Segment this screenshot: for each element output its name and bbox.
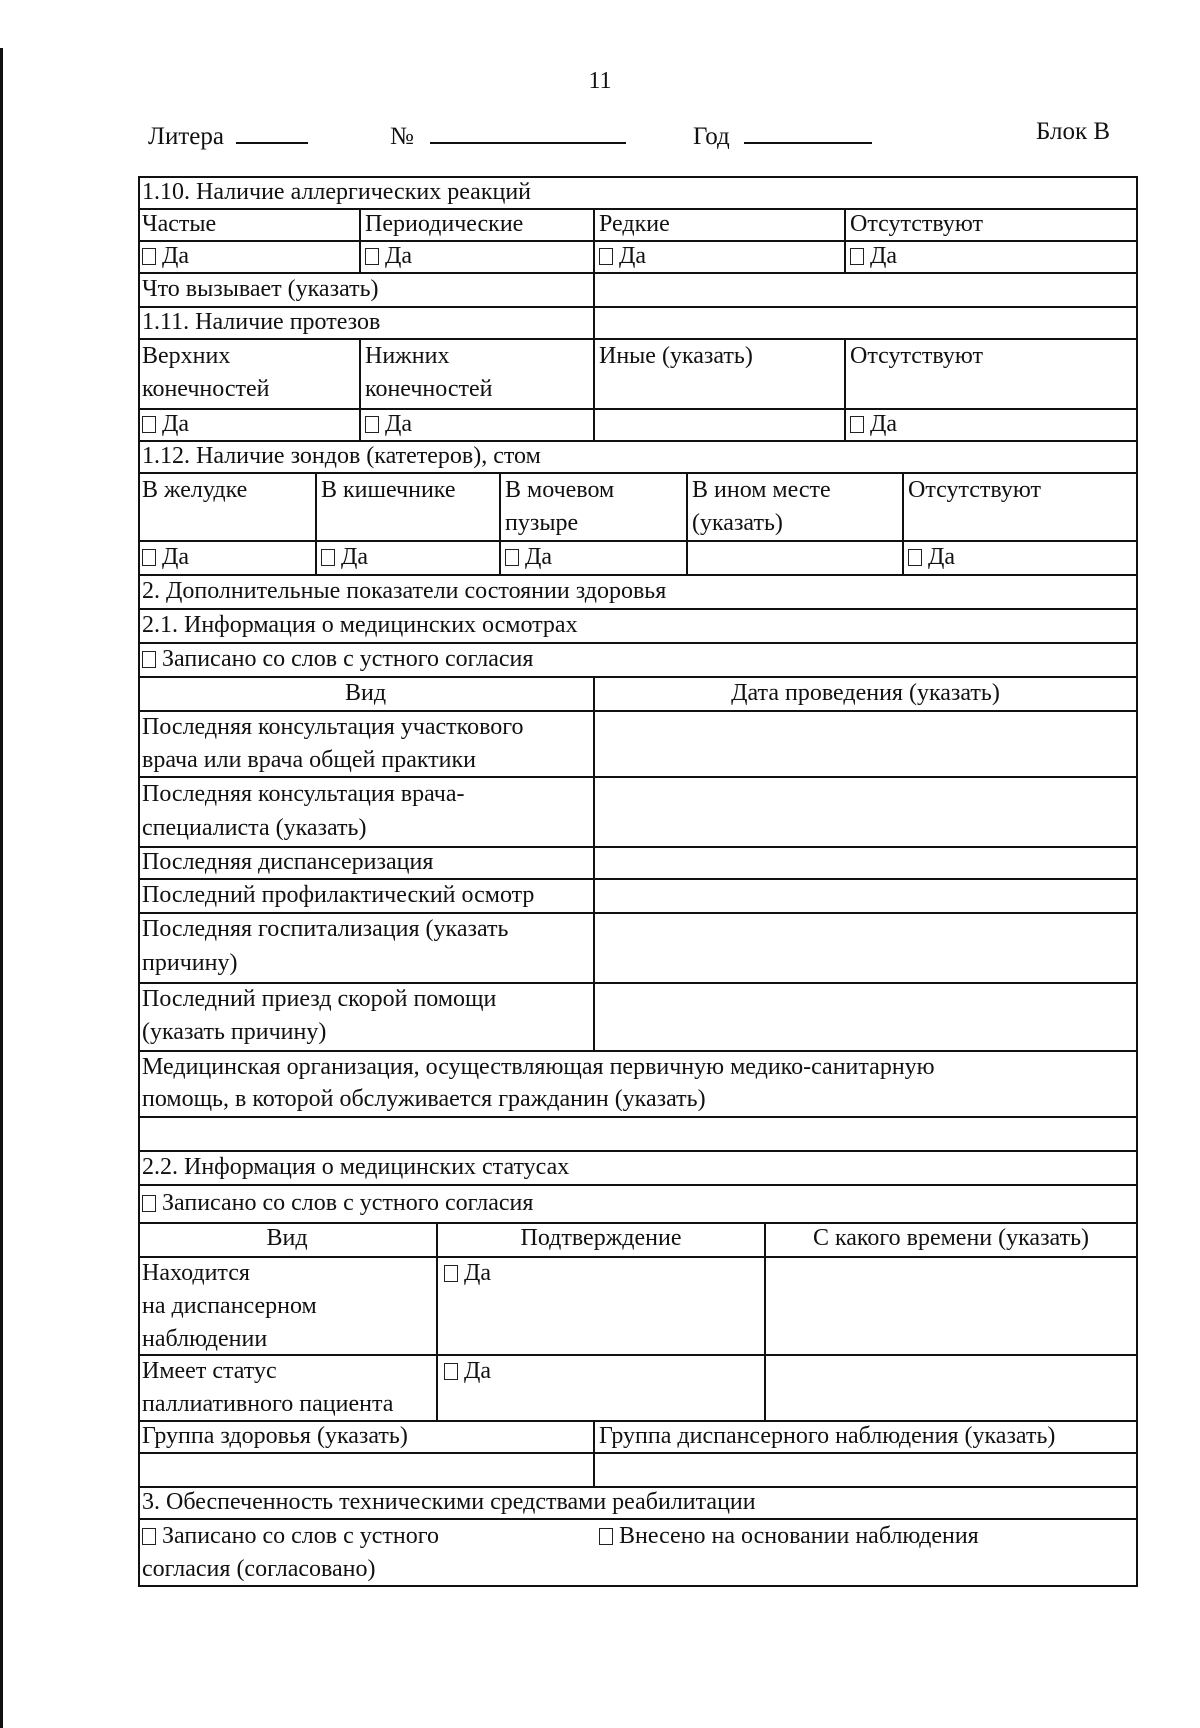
exam-row-gp-2: врача или врача общей практики — [142, 747, 477, 773]
grid-vline — [593, 338, 595, 440]
section3-observed[interactable] — [599, 1520, 979, 1553]
allergies-col-periodic: Периодические — [365, 211, 524, 237]
exam-row-gp-1: Последняя консультация участкового — [142, 714, 524, 740]
checkbox-icon[interactable] — [321, 549, 335, 566]
grid-hline — [138, 408, 1138, 410]
number-label: № — [390, 123, 414, 150]
health-group-label: Группа здоровья (указать) — [142, 1423, 408, 1449]
number-field[interactable] — [390, 118, 626, 151]
grid-vline — [593, 208, 595, 338]
status-dispensary-2: на диспансерном — [142, 1293, 317, 1319]
statuses-col-confirm: Подтверждение — [520, 1225, 682, 1251]
litera-underline — [236, 118, 308, 144]
yes-label: Да — [385, 243, 413, 269]
grid-hline — [138, 540, 1138, 542]
statuses-title: 2.2. Информация о медицинских статусах — [142, 1154, 570, 1180]
year-field[interactable] — [693, 118, 872, 151]
section3-title: 3. Обеспеченность техническими средствами реабилитации — [142, 1489, 756, 1515]
exams-col-date: Дата проведения (указать) — [731, 680, 1000, 706]
grid-vline — [593, 676, 595, 1050]
statuses-consent-label: Записано со слов с устного согласия — [162, 1190, 534, 1216]
checkbox-icon[interactable] — [908, 549, 922, 566]
grid-vline — [593, 1420, 595, 1486]
exam-row-dispensary: Последняя диспансеризация — [142, 849, 434, 875]
litera-field[interactable] — [148, 118, 308, 151]
checkbox-icon[interactable] — [142, 651, 156, 668]
status-palliative-1: Имеет статус — [142, 1358, 277, 1384]
probes-intestine-yes[interactable] — [321, 541, 368, 574]
exam-row-specialist-1: Последняя консультация врача- — [142, 781, 465, 807]
yes-label: Да — [525, 544, 553, 570]
prostheses-lower-yes[interactable] — [365, 408, 412, 441]
exam-row-ambulance-2: (указать причину) — [142, 1019, 327, 1045]
exams-title: 2.1. Информация о медицинских осмотрах — [142, 612, 578, 638]
prostheses-lower-1: Нижних — [365, 343, 450, 369]
section3-consent-label-2: согласия (согласовано) — [142, 1556, 376, 1582]
checkbox-icon[interactable] — [599, 248, 613, 265]
exam-org-1: Медицинская организация, осуществляющая первичную медико-санитарную — [142, 1054, 935, 1080]
probes-bladder-1: В мочевом — [505, 477, 615, 503]
grid-vline — [902, 472, 904, 574]
grid-vline — [1136, 176, 1138, 1587]
exam-row-hospital-2: причину) — [142, 950, 238, 976]
probes-other-2: (указать) — [692, 510, 783, 536]
allergies-col-absent: Отсутствуют — [850, 211, 983, 237]
prostheses-absent: Отсутствуют — [850, 343, 983, 369]
allergies-title: 1.10. Наличие аллергических реакций — [142, 179, 532, 205]
exam-org-2: помощь, в которой обслуживается гражданин (указать) — [142, 1086, 706, 1112]
yes-label: Да — [162, 243, 190, 269]
status-palliative-yes[interactable] — [444, 1355, 491, 1388]
allergies-cause-label: Что вызывает (указать) — [142, 276, 379, 302]
checkbox-icon[interactable] — [850, 248, 864, 265]
allergies-periodic-yes[interactable] — [365, 240, 412, 273]
allergies-absent-yes[interactable] — [850, 240, 897, 273]
scan-edge-line — [0, 48, 3, 1728]
page-number: 11 — [588, 68, 612, 94]
grid-vline — [686, 472, 688, 574]
statuses-col-since: С какого времени (указать) — [812, 1225, 1090, 1251]
checkbox-icon[interactable] — [142, 248, 156, 265]
checkbox-icon[interactable] — [505, 549, 519, 566]
grid-vline — [359, 338, 361, 440]
prostheses-upper-2: конечностей — [142, 376, 270, 402]
prostheses-lower-2: конечностей — [365, 376, 493, 402]
yes-label: Да — [870, 411, 898, 437]
probes-other-1: В ином месте — [692, 477, 831, 503]
litera-label: Литера — [148, 123, 224, 150]
year-underline — [744, 118, 872, 144]
grid-vline — [138, 176, 140, 1587]
prostheses-upper-yes[interactable] — [142, 408, 189, 441]
block-label: Блок В — [1036, 118, 1111, 145]
checkbox-icon[interactable] — [142, 549, 156, 566]
allergies-col-rare: Редкие — [599, 211, 670, 237]
yes-label: Да — [341, 544, 369, 570]
yes-label: Да — [870, 243, 898, 269]
checkbox-icon[interactable] — [142, 1195, 156, 1212]
yes-label: Да — [464, 1260, 492, 1286]
exam-row-preventive: Последний профилактический осмотр — [142, 882, 535, 908]
exams-consent[interactable] — [142, 643, 533, 676]
allergies-rare-yes[interactable] — [599, 240, 646, 273]
section3-consent[interactable] — [142, 1520, 439, 1553]
grid-vline — [499, 472, 501, 574]
statuses-col-type: Вид — [266, 1225, 308, 1251]
yes-label: Да — [385, 411, 413, 437]
exam-row-specialist-2: специалиста (указать) — [142, 815, 367, 841]
probes-stomach-yes[interactable] — [142, 541, 189, 574]
grid-vline — [844, 338, 846, 440]
number-underline — [430, 118, 626, 144]
yes-label: Да — [162, 411, 190, 437]
form-table — [138, 176, 1138, 1587]
probes-title: 1.12. Наличие зондов (катетеров), стом — [142, 443, 541, 469]
section2-title: 2. Дополнительные показатели состоянии здоровья — [142, 578, 667, 604]
grid-vline — [315, 472, 317, 574]
section3-consent-label-1: Записано со слов с устного — [162, 1523, 439, 1549]
allergies-col-frequent: Частые — [142, 211, 217, 237]
status-dispensary-1: Находится — [142, 1260, 250, 1286]
status-dispensary-3: наблюдении — [142, 1326, 268, 1352]
grid-hline — [138, 1184, 1138, 1186]
yes-label: Да — [464, 1358, 492, 1384]
checkbox-icon[interactable] — [850, 416, 864, 433]
grid-hline — [138, 1116, 1138, 1118]
probes-absent: Отсутствуют — [908, 477, 1041, 503]
yes-label: Да — [162, 544, 190, 570]
probes-stomach: В желудке — [142, 477, 248, 503]
exams-col-type: Вид — [344, 680, 387, 706]
section3-observed-label: Внесено на основании наблюдения — [619, 1523, 979, 1549]
probes-bladder-yes[interactable] — [505, 541, 552, 574]
grid-hline — [138, 1354, 1138, 1356]
statuses-consent[interactable] — [142, 1187, 533, 1220]
probes-intestine: В кишечнике — [321, 477, 456, 503]
exam-row-hospital-1: Последняя госпитализация (указать — [142, 916, 509, 942]
checkbox-icon[interactable] — [444, 1363, 458, 1380]
allergies-frequent-yes[interactable] — [142, 240, 189, 273]
status-dispensary-yes[interactable] — [444, 1257, 491, 1290]
prostheses-absent-yes[interactable] — [850, 408, 897, 441]
yes-label: Да — [619, 243, 647, 269]
probes-bladder-2: пузыре — [505, 510, 579, 536]
probes-absent-yes[interactable] — [908, 541, 955, 574]
grid-vline — [844, 208, 846, 272]
checkbox-icon[interactable] — [365, 416, 379, 433]
checkbox-icon[interactable] — [444, 1265, 458, 1282]
grid-hline — [138, 1256, 1138, 1258]
checkbox-icon[interactable] — [142, 416, 156, 433]
disp-group-label: Группа диспансерного наблюдения (указать) — [599, 1423, 1056, 1449]
exam-row-ambulance-1: Последний приезд скорой помощи — [142, 986, 497, 1012]
grid-vline — [359, 208, 361, 272]
year-label: Год — [693, 123, 730, 150]
exams-consent-label: Записано со слов с устного согласия — [162, 646, 534, 672]
checkbox-icon[interactable] — [365, 248, 379, 265]
prostheses-upper-1: Верхних — [142, 343, 231, 369]
status-palliative-2: паллиативного пациента — [142, 1391, 394, 1417]
checkbox-icon[interactable] — [142, 1528, 156, 1545]
checkbox-icon[interactable] — [599, 1528, 613, 1545]
prostheses-title: 1.11. Наличие протезов — [142, 309, 381, 335]
yes-label: Да — [928, 544, 956, 570]
prostheses-other: Иные (указать) — [599, 343, 753, 369]
